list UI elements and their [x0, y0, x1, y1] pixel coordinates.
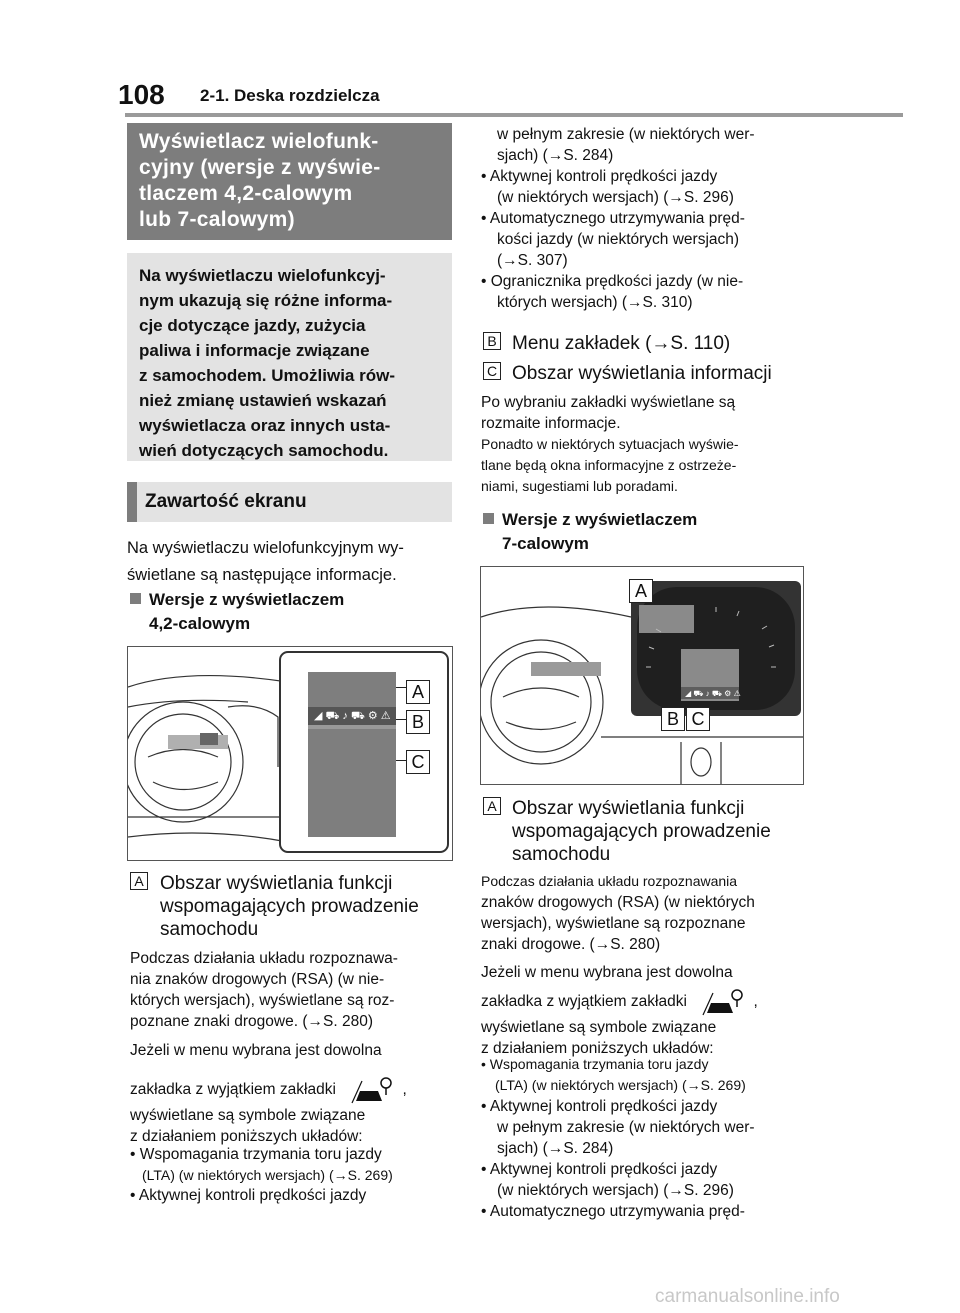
item-a-label: [160, 872, 419, 941]
info-paragraph: [481, 392, 739, 497]
callout-line-c: [396, 760, 406, 761]
content-line: Na wyświetlaczu wielofunkcyjnym wy-: [127, 539, 404, 557]
list-item: • Ogranicznika prędkości jazdy (w nie-: [481, 273, 744, 290]
content-line: świetlane są następujące informacje.: [127, 566, 397, 584]
fig2-label-c: C: [686, 707, 710, 731]
info-line: tlane będą okna informacyjne z ostrzeże-: [481, 457, 737, 473]
list-item: • Wspomagania trzymania toru jazdy: [130, 1146, 382, 1163]
intro-line: Na wyświetlaczu wielofunkcyj-: [139, 266, 386, 285]
list-item: • Automatycznego utrzymywania pręd-: [481, 1203, 745, 1220]
content-heading: Zawartość ekranu: [127, 482, 452, 522]
driving-assist-car-icon: [350, 1075, 394, 1105]
list-item: w pełnym zakresie (w niektórych wer-: [497, 1119, 755, 1136]
figure-42-display: [127, 646, 453, 861]
rsa-line: nia znaków drogowych (RSA) (w nie-: [130, 971, 385, 988]
main-heading-line: tlaczem 4,2-calowym: [139, 182, 353, 205]
list-item: (→S. 307): [497, 252, 568, 269]
list-item: • Aktywnej kontroli prędkości jazdy: [481, 1161, 718, 1178]
systems-list-right-top: [481, 124, 755, 313]
callout-line-a: [396, 687, 406, 688]
list-item: • Aktywnej kontroli prędkości jazdy: [130, 1187, 367, 1204]
fig2-label-a: A: [629, 579, 653, 603]
item-b-label: Menu zakładek (→S. 110): [512, 333, 731, 354]
rsa-line: Podczas działania układu rozpoznawa-: [130, 950, 398, 967]
tab-paragraph-comma: ,: [753, 993, 758, 1011]
list-item: • Wspomagania trzymania toru jazdy: [481, 1056, 709, 1072]
tab-paragraph-line: zakładka z wyjątkiem zakładki: [481, 993, 687, 1011]
tab-paragraph-line: Jeżeli w menu wybrana jest dowolna: [130, 1042, 382, 1059]
fig1-label-c: C: [406, 750, 430, 774]
rsa-line: wersjach), wyświetlane są rozpoznane: [481, 915, 746, 932]
item-a-badge: A: [130, 872, 148, 890]
list-item: (LTA) (w niektórych wersjach) (→S. 269): [495, 1077, 746, 1093]
dashboard-illustration-42: [128, 647, 452, 860]
tab-paragraph-comma: ,: [402, 1081, 407, 1099]
intro-line: wyświetlacza oraz innych usta-: [139, 416, 391, 435]
list-item: • Aktywnej kontroli prędkości jazdy: [481, 1098, 718, 1115]
fig1-label-a: A: [406, 680, 430, 704]
watermark: carmanualsonline.info: [655, 1286, 840, 1307]
systems-list-right: [481, 1054, 755, 1222]
intro-box: [127, 253, 452, 461]
tab-paragraph: [130, 1040, 407, 1147]
intro-line: nież zmianę ustawień wskazań: [139, 391, 387, 410]
tab-paragraph-line: Jeżeli w menu wybrana jest dowolna: [481, 964, 733, 981]
subheading-7: [483, 508, 697, 556]
item-a-line: samochodu: [512, 844, 611, 865]
list-item: (w niektórych wersjach) (→S. 296): [497, 189, 734, 206]
list-item: • Aktywnej kontroli prędkości jazdy: [481, 168, 718, 185]
rsa-line: znaki drogowe. (→S. 280): [481, 936, 661, 953]
subheading-line: Wersje z wyświetlaczem: [502, 510, 698, 529]
tab-icons-row: ◢ ⛟ ♪ ⛟ ⚙ ⚠: [685, 689, 741, 698]
callout-line-b: [396, 719, 406, 720]
rsa-line: poznane znaki drogowe. (→S. 280): [130, 1013, 373, 1030]
driving-assist-car-icon: [701, 987, 745, 1017]
list-item: (LTA) (w niektórych wersjach) (→S. 269): [142, 1167, 393, 1183]
item-a-line: Obszar wyświetlania funkcji: [512, 798, 745, 819]
intro-line: nym ukazują się różne informa-: [139, 291, 393, 310]
list-item: których wersjach) (→S. 310): [497, 294, 693, 311]
main-heading: [127, 123, 452, 240]
item-a-badge: A: [483, 797, 501, 815]
list-item: kości jazdy (w niektórych wersjach): [497, 231, 740, 248]
main-heading-line: Wyświetlacz wielofunk-: [139, 130, 379, 153]
intro-line: z samochodem. Umożliwia rów-: [139, 366, 395, 385]
intro-line: wień dotyczących samochodu.: [139, 441, 389, 460]
tab-paragraph-line: z działaniem poniższych układów:: [130, 1128, 363, 1145]
fig2-label-b: B: [661, 707, 685, 731]
tab-paragraph: [481, 962, 758, 1059]
item-a-line: Obszar wyświetlania funkcji: [160, 873, 393, 894]
subheading-line: 4,2-calowym: [149, 614, 251, 633]
rsa-paragraph: [130, 948, 398, 1032]
page-number: 108: [118, 79, 165, 110]
list-item: • Automatycznego utrzymywania pręd-: [481, 210, 745, 227]
section-title: 2-1. Deska rozdzielcza: [200, 86, 380, 105]
content-paragraph: [127, 535, 404, 589]
subheading-42: [130, 588, 344, 636]
list-item: w pełnym zakresie (w niektórych wer-: [497, 126, 755, 143]
fig1-label-b: B: [406, 710, 430, 734]
header-rule: [125, 113, 903, 117]
main-heading-line: cyjny (wersje z wyświe-: [139, 156, 381, 179]
info-line: Po wybraniu zakładki wyświetlane są: [481, 394, 736, 411]
subheading-line: 7-calowym: [502, 534, 589, 553]
figure-7-display: [480, 566, 804, 785]
info-line: Ponadto w niektórych sytuacjach wyświe-: [481, 436, 739, 452]
rsa-line: Podczas działania układu rozpoznawania: [481, 873, 738, 889]
rsa-line: których wersjach), wyświetlane są roz-: [130, 992, 395, 1009]
subheading-line: Wersje z wyświetlaczem: [149, 590, 345, 609]
item-a-line: wspomagających prowadzenie: [512, 821, 771, 842]
item-a-line: samochodu: [160, 919, 259, 940]
item-c-badge: C: [483, 362, 501, 380]
item-a-label: [512, 797, 771, 866]
info-line: niami, sugestiami lub poradami.: [481, 478, 678, 494]
tab-paragraph-line: z działaniem poniższych układów:: [481, 1040, 714, 1057]
item-c-label: Obszar wyświetlania informacji: [512, 363, 772, 384]
intro-line: paliwa i informacje związane: [139, 341, 370, 360]
list-item: (w niektórych wersjach) (→S. 296): [497, 1182, 734, 1199]
intro-line: cje dotyczące jazdy, zużycia: [139, 316, 366, 335]
tab-paragraph-line: zakładka z wyjątkiem zakładki: [130, 1081, 336, 1099]
list-item: sjach) (→S. 284): [497, 1140, 614, 1157]
info-line: rozmaite informacje.: [481, 415, 621, 432]
systems-list-left: [130, 1144, 393, 1206]
main-heading-line: lub 7-calowym): [139, 208, 295, 231]
tab-paragraph-line: wyświetlane są symbole związane: [481, 1019, 717, 1036]
rsa-line: znaków drogowych (RSA) (w niektórych: [481, 894, 755, 911]
rsa-paragraph: [481, 870, 755, 955]
tab-paragraph-line: wyświetlane są symbole związane: [130, 1107, 366, 1124]
square-bullet-icon: [130, 593, 141, 604]
square-bullet-icon: [483, 513, 494, 524]
list-item: sjach) (→S. 284): [497, 147, 614, 164]
tab-icons-row: ◢ ⛟ ♪ ⛟ ⚙ ⚠: [314, 710, 391, 722]
item-b-badge: B: [483, 332, 501, 350]
item-a-line: wspomagających prowadzenie: [160, 896, 419, 917]
